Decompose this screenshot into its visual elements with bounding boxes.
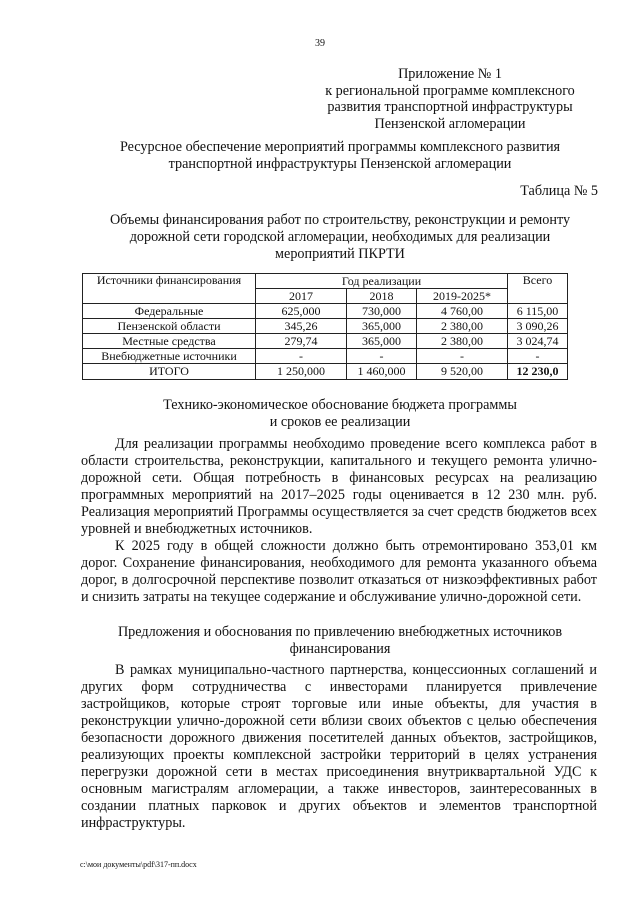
cell-2019-2025: 4 760,00 xyxy=(417,304,508,319)
section-title-line: Ресурсное обеспечение мероприятий программы комплексного развития xyxy=(119,139,561,155)
table-row xyxy=(83,349,568,364)
cell-total: 3 090,26 xyxy=(508,319,568,334)
footer-file-path: c:\мои документы\pdf\317-пп.docx xyxy=(80,860,197,869)
cell-grand-total: 12 230,0 xyxy=(508,364,568,380)
table-title-line: Объемы финансирования работ по строительству, реконструкции и ремонту xyxy=(109,212,571,228)
proposals-title xyxy=(80,624,600,658)
proposals-title-line: Предложения и обоснования по привлечению внебюджетных источников xyxy=(117,624,563,640)
header-year-2019-2025: 2019-2025* xyxy=(417,289,508,304)
proposals-title-line: финансирования xyxy=(289,641,391,657)
cell-source: Местные средства xyxy=(83,334,256,349)
section-title xyxy=(80,139,600,173)
table-title xyxy=(80,212,600,263)
appendix-header xyxy=(300,66,600,132)
table-header-row xyxy=(83,274,568,289)
cell-2017: - xyxy=(256,349,347,364)
cell-total-label: ИТОГО xyxy=(83,364,256,380)
cell-total: 6 115,00 xyxy=(508,304,568,319)
cell-2018: 365,000 xyxy=(347,319,417,334)
cell-total-2017: 1 250,000 xyxy=(256,364,347,380)
appendix-line: Приложение № 1 xyxy=(398,66,502,82)
cell-2019-2025: - xyxy=(417,349,508,364)
cell-source: Внебюджетные источники xyxy=(83,349,256,364)
table-total-row xyxy=(83,364,568,380)
cell-total-2018: 1 460,000 xyxy=(347,364,417,380)
table-row xyxy=(83,304,568,319)
header-year-2017: 2017 xyxy=(256,289,347,304)
paragraph: Для реализации программы необходимо проведение всего комплекса работ в области строительства, реконструкции, капитального и текущего ремонта улично-дорожной сети. Общая потребность в финансовых ресурсах на реализацию программных мероприятий на 2017–2025 годы оценивается в 12 230 млн. руб. Реализация мероприятий Программы осуществляется за счет средств бюджетов всех уровней и внебюджетных источников. xyxy=(81,436,597,537)
justification-title xyxy=(80,397,600,431)
cell-2018: - xyxy=(347,349,417,364)
cell-2019-2025: 2 380,00 xyxy=(417,334,508,349)
table-title-line: дорожной сети городской агломерации, необходимых для реализации xyxy=(129,229,551,245)
table-title-line: мероприятий ПКРТИ xyxy=(275,246,405,262)
proposals-body xyxy=(81,662,597,832)
cell-2018: 365,000 xyxy=(347,334,417,349)
cell-total: - xyxy=(508,349,568,364)
header-total: Всего xyxy=(508,274,568,304)
table-row xyxy=(83,334,568,349)
paragraph: К 2025 году в общей сложности должно быть отремонтировано 353,01 км дорог. Сохранение финансирования, необходимого для ремонта указанного объема дорог, в долгосрочной перспективе позволит отказаться от низкоэффективных работ и снизить затраты на текущее содержание и обслуживание улично-дорожной сети. xyxy=(81,538,597,605)
paragraph: В рамках муниципально-частного партнерства, концессионных соглашений и других форм сотрудничества с инвесторами планируется привлечение застройщиков, которые строят торговые или иные объекты, для участия в реконструкции улично-дорожной сети вблизи своих объектов с целью обеспечения безопасности дорожного движения посетителей данных объектов, застройщиков, реализующих проекты комплексной застройки территорий в целях устранения перегрузки дорожной сети в местах присоединения внутриквартальной УДС к основным магистралям агломерации, а также инвесторов, заинтересованных в создании платных парковок и других объектов и элементов транспортной инфраструктуры. xyxy=(81,662,597,831)
cell-2017: 625,000 xyxy=(256,304,347,319)
header-year-2018: 2018 xyxy=(347,289,417,304)
cell-2019-2025: 2 380,00 xyxy=(417,319,508,334)
header-year: Год реализации xyxy=(256,274,508,289)
table-row xyxy=(83,319,568,334)
financing-table xyxy=(82,273,568,380)
page-number: 39 xyxy=(315,38,325,49)
justification-title-line: и сроков ее реализации xyxy=(269,414,411,430)
justification-body xyxy=(81,436,597,606)
cell-source: Федеральные xyxy=(83,304,256,319)
appendix-line: развития транспортной инфраструктуры xyxy=(327,99,573,115)
cell-2017: 279,74 xyxy=(256,334,347,349)
appendix-line: Пензенской агломерации xyxy=(374,115,526,132)
table-number: Таблица № 5 xyxy=(520,183,598,199)
header-source: Источники финансирования xyxy=(83,274,256,304)
section-title-line: транспортной инфраструктуры Пензенской агломерации xyxy=(168,156,512,172)
cell-2018: 730,000 xyxy=(347,304,417,319)
appendix-line: к региональной программе комплексного xyxy=(325,82,575,99)
justification-title-line: Технико-экономическое обоснование бюджета программы xyxy=(163,397,517,413)
cell-total: 3 024,74 xyxy=(508,334,568,349)
cell-2017: 345,26 xyxy=(256,319,347,334)
cell-source: Пензенской области xyxy=(83,319,256,334)
cell-total-2019-2025: 9 520,00 xyxy=(417,364,508,380)
